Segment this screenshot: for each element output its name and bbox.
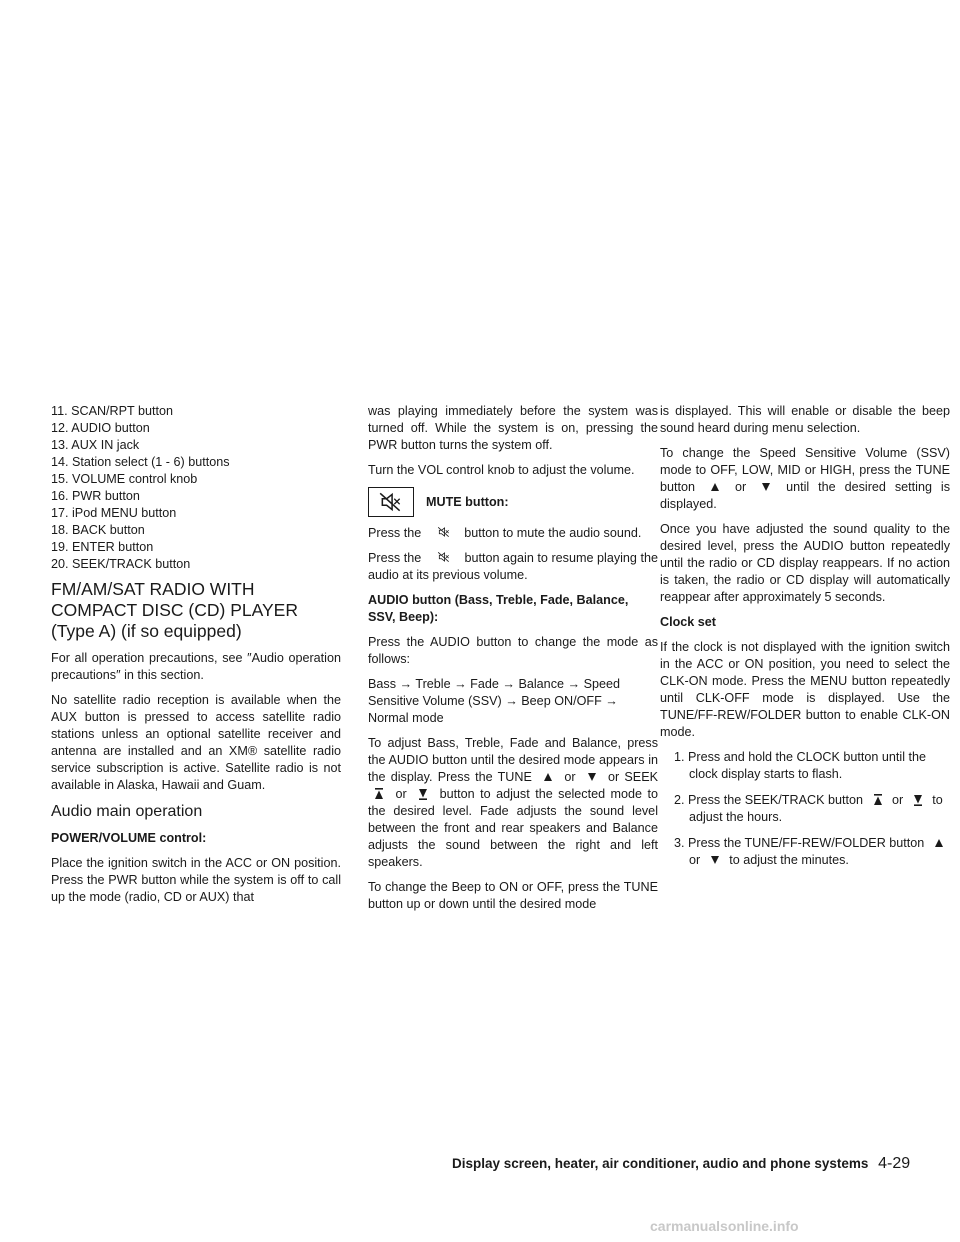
adjust-paragraph: To adjust Bass, Treble, Fade and Balance, press the AUDIO button until the desired mode appears in the display. Press the TUNE or or SEEK or button to adjust the selected mode to the desired level. Fade adjusts the sound level between the front and rear speakers and Balance adjusts the sound between the right and left speakers. [368,736,659,869]
step-3: 3. Press the TUNE/FF-REW/FOLDER button or to adjust the minutes. [674,835,950,869]
list-item: 17. iPod MENU button [51,506,177,520]
clock-steps [674,749,950,869]
resume-paragraph: Press the button again to resume playing the audio at its previous volume. [368,551,659,582]
list-item: 14. Station select (1 - 6) buttons [51,455,230,469]
seek-down-icon [907,794,929,806]
mute-title: MUTE button: [426,494,509,509]
list-item: 13. AUX IN jack [51,438,140,452]
mute-icon [368,487,414,517]
mute-paragraph: Press the button to mute the audio sound. [368,526,642,540]
parts-list [51,403,341,573]
tune-up-icon [537,772,559,783]
column-3 [660,403,950,878]
column-1 [51,403,341,914]
step-2: 2. Press the SEEK/TRACK button or to adjust the hours. [674,793,943,824]
mute-heading [368,487,658,517]
volume-paragraph: Turn the VOL control knob to adjust the volume. [368,463,635,477]
clock-paragraph: If the clock is not displayed with the ignition switch in the ACC or ON position, you need to select the CLK-ON mode. Press the MENU button repeatedly until CLK-OFF mode is displayed. Use the TUNE/FF-REW/FOLDER button to enable CLK-ON mode. [660,640,950,739]
list-item: 15. VOLUME control knob [51,472,198,486]
list-item: 18. BACK button [51,523,145,537]
tune-down-icon [581,772,603,783]
power-paragraph-cont: was playing immediately before the system was turned off. While the system is on, pressing the PWR button turns the system off. [368,404,658,452]
power-volume-heading: POWER/VOLUME control: [51,831,207,845]
seek-up-icon [368,788,390,800]
list-item: 16. PWR button [51,489,140,503]
precautions-paragraph: For all operation precautions, see ″Audio operation precautions″ in this section. [51,651,341,682]
list-item: 11. SCAN/RPT button [51,404,174,418]
tune-down-icon [704,855,726,866]
tune-up-icon [704,482,726,493]
clock-heading: Clock set [660,615,716,629]
mute-icon [425,526,461,539]
list-item: 19. ENTER button [51,540,154,554]
subsection-title: Audio main operation [51,803,203,820]
footer-title: Display screen, heater, air conditioner, audio and phone systems [452,1156,869,1171]
list-item: 20. SEEK/TRACK button [51,557,191,571]
sound-quality-paragraph: Once you have adjusted the sound quality to the desired level, press the AUDIO button repeatedly until the radio or CD display reappears. If no action is taken, the radio or CD display will automatically reappear after approximately 5 seconds. [660,522,950,604]
power-paragraph: Place the ignition switch in the ACC or ON position. Press the PWR button while the system is off to call up the mode (radio, CD or AUX) that [51,856,341,904]
page-footer [452,1155,912,1173]
mute-icon [425,551,461,564]
tune-down-icon [755,482,777,493]
audio-paragraph: Press the AUDIO button to change the mode as follows: [368,635,658,666]
step-1: 1. Press and hold the CLOCK button until the clock display starts to flash. [674,750,927,781]
seek-up-icon [867,794,889,806]
tune-up-icon [928,838,950,849]
satellite-paragraph: No satellite radio reception is available when the AUX button is pressed to access satellite radio stations unless an optional satellite receiver and antenna are installed and an XM® satellite radio service subscription is active. Satellite radio is not available in Alaska, Hawaii and Guam. [51,693,341,792]
page-number: 4-29 [878,1155,911,1172]
audio-sequence: Bass → Treble → Fade → Balance → Speed Sensitive Volume (SSV) → Beep ON/OFF → Normal mode [368,677,620,725]
beep-paragraph-cont: is displayed. This will enable or disable the beep sound heard during menu selection. [660,404,950,435]
column-2 [368,403,658,921]
audio-heading: AUDIO button (Bass, Treble, Fade, Balance, SSV, Beep): [368,593,629,624]
watermark: carmanualsonline.info [650,1218,799,1234]
ssv-paragraph: To change the Speed Sensitive Volume (SSV) mode to OFF, LOW, MID or HIGH, press the TUNE button or until the desired setting is displayed. [660,446,951,511]
list-item: 12. AUDIO button [51,421,150,435]
section-title: FM/AM/SAT RADIO WITH COMPACT DISC (CD) PLAYER (Type A) (if so equipped) [51,579,298,641]
beep-paragraph: To change the Beep to ON or OFF, press the TUNE button up or down until the desired mode [368,880,658,911]
seek-down-icon [412,788,434,800]
